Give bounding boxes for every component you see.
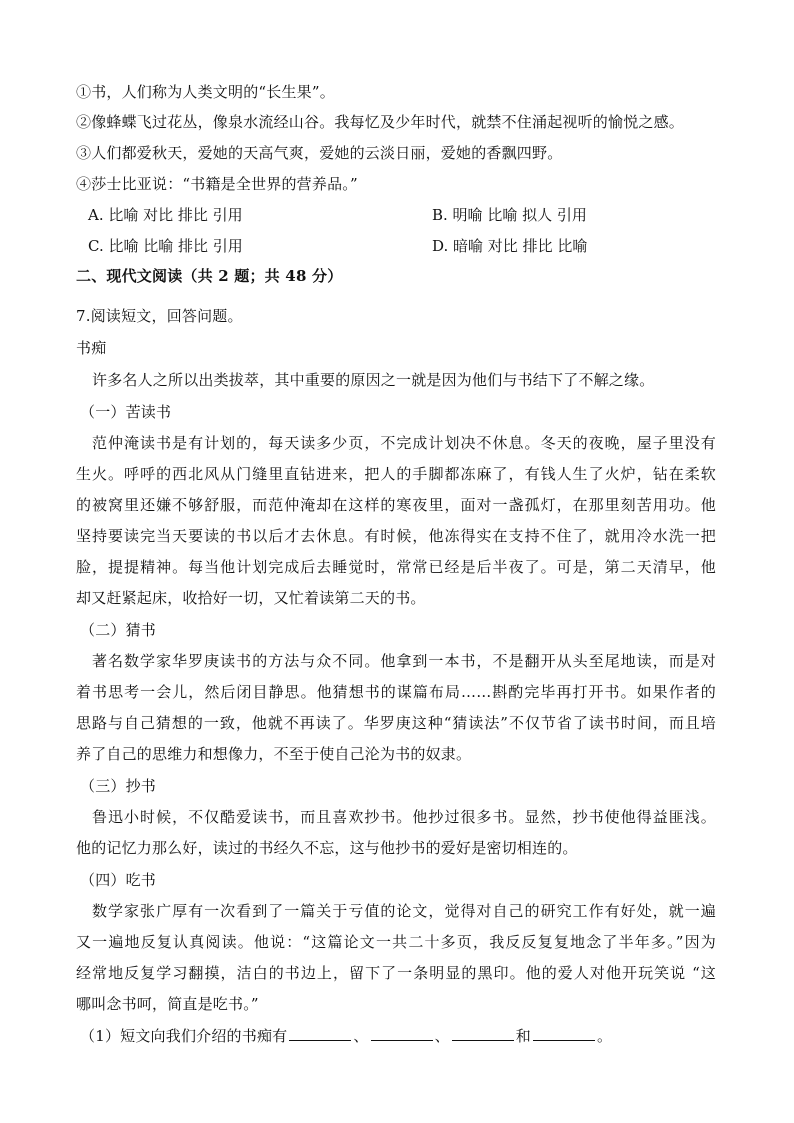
section-2-heading: （二）猜书 bbox=[80, 621, 157, 639]
section-1-line-1: 范仲淹读书是有计划的，每天读多少页，不完成计划决不休息。冬天的夜晚，屋子里没有 bbox=[92, 434, 716, 452]
section-2-line-1: 著名数学家华罗庚读书的方法与众不同。他拿到一本书，不是翻开从头至尾地读，而是对 bbox=[92, 652, 716, 670]
section-1-line-2: 生火。呼呼的西北风从门缝里直钻进来，把人的手脚都冻麻了，有钱人生了火炉，钻在柔软 bbox=[76, 465, 716, 483]
subquestion-1-end: 。 bbox=[596, 1027, 613, 1045]
section-3-line-1: 鲁迅小时候，不仅酷爱读书，而且喜欢抄书。他抄过很多书。显然，抄书使他得益匪浅。 bbox=[92, 808, 716, 826]
section-2-line-3: 思路与自己猜想的一致，他就不再读了。华罗庚这种“猜读法”不仅节省了读书时间，而且培 bbox=[76, 714, 716, 732]
section-1-line-6: 却又赶紧起床，收拾好一切，又忙着读第二天的书。 bbox=[76, 589, 426, 607]
section-1-line-3: 的被窝里还嫌不够舒服，而范仲淹却在这样的寒夜里，面对一盏孤灯，在那里刻苦用功。他 bbox=[76, 496, 716, 514]
section-3-heading: （三）抄书 bbox=[80, 777, 157, 795]
section-4-heading: （四）吃书 bbox=[80, 871, 157, 889]
subquestion-1-sep-1: 、 bbox=[353, 1027, 369, 1045]
subquestion-1-sep-2: 、 bbox=[434, 1027, 450, 1045]
section-2-line-2: 着书思考一会儿，然后闭目静思。他猜想书的谋篇布局……斟酌完毕再打开书。如果作者的 bbox=[76, 683, 716, 701]
section-2-line-4: 养了自己的思维力和想像力，不至于使自己沦为书的奴隶。 bbox=[76, 745, 472, 763]
subquestion-1-sep-3: 和 bbox=[515, 1027, 531, 1045]
intro-item-1: ①书，人们称为人类文明的“长生果”。 bbox=[76, 83, 335, 101]
section-4-line-1: 数学家张广厚有一次看到了一篇关于亏值的论文，觉得对自己的研究工作有好处，就一遍 bbox=[92, 902, 716, 920]
answer-blank-2[interactable] bbox=[371, 1026, 433, 1041]
section-1-line-4: 坚持要读完当天要读的书以后才去休息。有时候，他冻得实在支持不住了，就用冷水洗一把 bbox=[76, 527, 716, 545]
answer-blank-4[interactable] bbox=[533, 1026, 595, 1041]
subquestion-1-prefix: （1）短文向我们介绍的书痴有 bbox=[80, 1027, 288, 1045]
section-1-heading: （一）苦读书 bbox=[80, 403, 172, 421]
section-3-line-2: 他的记忆力那么好，读过的书经久不忘，这与他抄书的爱好是密切相连的。 bbox=[76, 839, 578, 857]
section-4-line-3: 经常地反复学习翻摸，洁白的书边上，留下了一条明显的黑印。他的爱人对他开玩笑说 “这 bbox=[76, 964, 716, 982]
passage-title: 书痴 bbox=[76, 339, 107, 357]
option-b[interactable]: B. 明喻 比喻 拟人 引用 bbox=[432, 206, 587, 224]
intro-item-2: ②像蜂蝶飞过花丛，像泉水流经山谷。我每忆及少年时代，就禁不住涌起视听的愉悦之感。 bbox=[76, 113, 685, 131]
passage-intro: 许多名人之所以出类拔萃，其中重要的原因之一就是因为他们与书结下了不解之缘。 bbox=[92, 371, 655, 389]
intro-item-4: ④莎士比亚说：“书籍是全世界的营养品。” bbox=[76, 175, 358, 193]
section-4-line-2: 又一遍地反复认真阅读。他说：“这篇论文一共二十多页，我反反复复地念了半年多。”因为 bbox=[76, 933, 716, 951]
answer-blank-1[interactable] bbox=[289, 1026, 351, 1041]
option-d[interactable]: D. 暗喻 对比 排比 比喻 bbox=[432, 237, 588, 255]
question-7-prompt: 7.阅读短文，回答问题。 bbox=[76, 307, 243, 325]
section-4-line-4: 哪叫念书呵，简直是吃书。” bbox=[76, 995, 259, 1013]
section-1-line-5: 脸，提提精神。每当他计划完成后去睡觉时，常常已经是后半夜了。可是，第二天清早，他 bbox=[76, 558, 716, 576]
option-a[interactable]: A. 比喻 对比 排比 引用 bbox=[88, 206, 243, 224]
answer-blank-3[interactable] bbox=[452, 1026, 514, 1041]
section-heading: 二、现代文阅读（共 2 题；共 48 分） bbox=[76, 267, 343, 285]
intro-item-3: ③人们都爱秋天，爱她的天高气爽，爱她的云淡日丽，爱她的香飘四野。 bbox=[76, 144, 563, 162]
subquestion-1 bbox=[80, 1026, 612, 1046]
option-c[interactable]: C. 比喻 比喻 排比 引用 bbox=[88, 237, 243, 255]
